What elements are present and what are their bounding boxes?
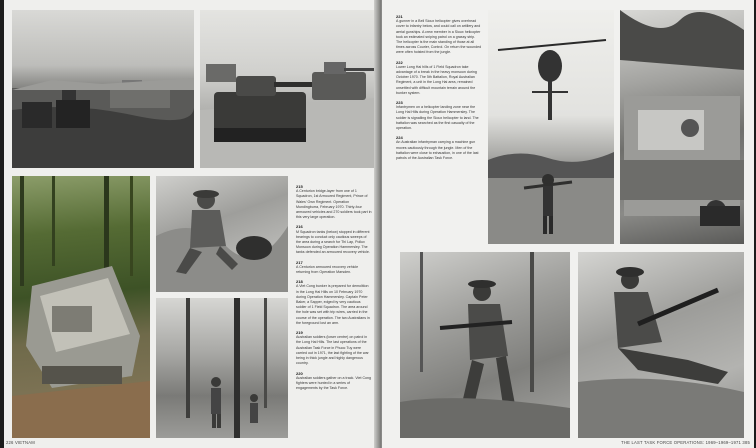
caption-text: Australian soldiers gather on a track. Viet Cong fighters were hunted in a series of engagements by the Task Force. (296, 375, 372, 391)
caption-number: 223 (396, 100, 403, 106)
caption (396, 14, 482, 56)
photo-sioux-helicopter-landing (488, 10, 614, 244)
caption-text: M Squadron tanks (below) stopped in different bearings to conduct only cautious sweeps of the area during a search for Thi Lap, Pollux Monsoon during Operation Hammersley. The tanks defended an armoured recovery vehicle. (296, 229, 370, 255)
photo-armoured-vehicles-river (12, 10, 194, 168)
soldier-icon (156, 298, 288, 438)
photo-apc-crew-closeup (620, 10, 744, 244)
caption-number: 219 (296, 330, 303, 336)
tank-icon (12, 10, 194, 168)
right-folio: THE LAST TASK FORCE OPERATIONS: 1969–1969–1971 385 (621, 440, 750, 445)
soldier-icon (578, 252, 744, 438)
caption (296, 371, 372, 392)
caption-number: 224 (396, 135, 403, 141)
tank-icon (200, 10, 376, 168)
caption-text: A Centurion armoured recovery vehicle returning from Operation Marsden. (296, 264, 359, 275)
caption-number: 217 (296, 259, 303, 265)
caption (296, 224, 372, 255)
left-captions (296, 184, 372, 438)
apc-icon (620, 10, 744, 244)
caption-number: 222 (396, 59, 403, 65)
caption-number: 218 (296, 279, 303, 285)
caption-text: An Australian infantryman carrying a machine gun moves cautiously through the jungle. Men of the battalion were close to exhaustion, in one of the last patrols of the Australian Task Force. (396, 140, 479, 161)
caption-text: Australian soldiers (lower centre) on patrol in the Long Hai Hills. The last operations of the Australian Task Force in Phuoc Tuy were carried out in 1971, the last fighting of the war being in thick jungle and highly dangerous country. (296, 335, 369, 366)
caption (296, 279, 372, 326)
caption (296, 184, 372, 220)
photo-soldier-rifle-jungle (400, 252, 570, 438)
photo-centurion-tanks-road (200, 10, 376, 168)
caption (396, 60, 482, 96)
soldier-icon (400, 252, 570, 438)
right-page (382, 0, 754, 448)
caption-text: Infantrymen on a helicopter landing zone near the Long Hai Hills during Operation Hammersley. The soldier is signalling the Sioux helicopter to land. The battalion was searched as the first casualty of the operation. (396, 105, 479, 131)
photo-soldier-forest-patrol (156, 298, 288, 438)
soldier-icon (156, 176, 288, 292)
photo-soldier-bunker (156, 176, 288, 292)
caption-text: A gunner in a Bell Sioux helicopter gives overhead cover to infantry below, and could call on artillery and aerial gunships. A crew member in a Sioux helicopter took an estimated sniping patrol on a grassy strip. The helicopter is the main standing of those at all times across Courier, Control. On return the wounded were often hoisted from the jungle. (396, 19, 482, 55)
right-captions (396, 14, 482, 244)
caption (396, 135, 482, 161)
left-folio: 226 VIETNAM (6, 440, 35, 445)
caption (296, 330, 372, 366)
caption-number: 220 (296, 370, 303, 376)
left-page (4, 0, 378, 448)
apc-icon (12, 176, 150, 438)
caption-text: A Centurion bridge-layer from one of 1 Squadron, 1st Armoured Regiment, Prince of Wales' Own Regiment. Operation Mundingburra, February 1970. Thirty-four armoured vehicles and 270 soldiers took part in this very large operation. (296, 189, 372, 220)
caption (396, 100, 482, 131)
helicopter-icon (488, 10, 614, 244)
caption-number: 215 (296, 184, 303, 189)
caption-text: Lower Long Hai hills of 1 Field Squadron take advantage of a break in the heavy monsoon during October 1970. The 5th Battalion, Royal Australian Regiment, a unit in the Long Hai area, remained unsettled with difficult mountain terrain around the bunker system. (396, 64, 477, 95)
caption (296, 260, 372, 276)
photo-soldier-machine-gun (578, 252, 744, 438)
caption-text: A Viet Cong bunker is prepared for demolition in the Long Hai Hills on 10 February 1970 during Operation Hammersley. Captain Peter Baker, a Sapper, edged by very cautious soldier of 1 Field Squadron. The area around the hole was set with trip wires, carried in the course of the operation. The two Australians in the foreground lost an arm. (296, 284, 370, 325)
caption-number: 216 (296, 224, 303, 230)
photo-jungle-apc-color (12, 176, 150, 438)
caption-number: 221 (396, 14, 403, 19)
